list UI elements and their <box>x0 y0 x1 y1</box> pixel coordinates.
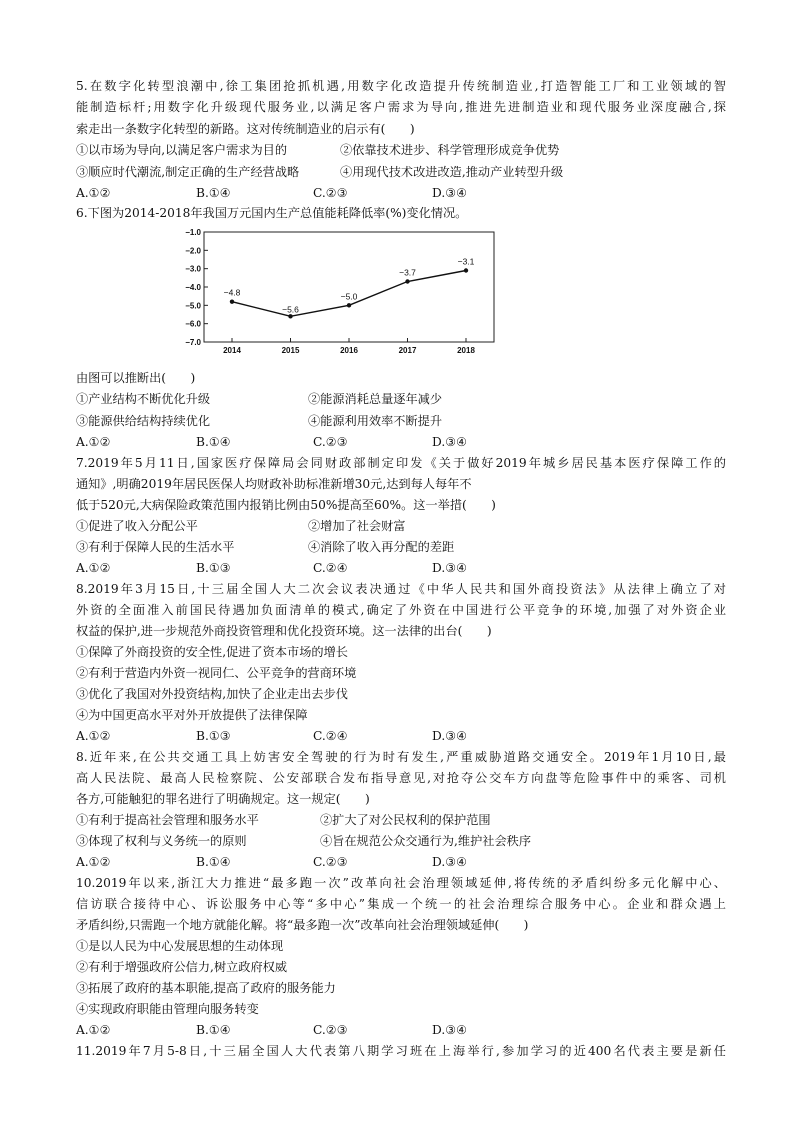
q8b-option-1: ①有利于提高社会管理和服务水平 <box>76 813 259 827</box>
data-point <box>405 279 409 283</box>
q5-choice-c: C.②③ <box>313 186 348 200</box>
q10-choice-d: D.③④ <box>432 1023 468 1037</box>
chart-svg <box>180 226 496 356</box>
q5-line-2: 能制造标杆;用数字化升级现代服务业,以满足客户需求为导向,推进先进制造业和现代服务业深度融合,探 <box>76 100 726 114</box>
q5-choice-d: D.③④ <box>432 186 468 200</box>
data-point <box>347 303 351 307</box>
data-label: −5.6 <box>282 304 299 315</box>
q10-option-1: ①是以人民为中心发展思想的生动体现 <box>76 939 284 953</box>
y-tick-label: −7.0 <box>185 338 201 347</box>
q8a-line-3: 权益的保护,进一步规范外商投资管理和优化投资环境。这一法律的出台( ) <box>76 624 492 638</box>
q5-line-3: 索走出一条数字化转型的新路。这对传统制造业的启示有( ) <box>76 122 415 136</box>
q10-option-3: ③拓展了政府的基本职能,提高了政府的服务能力 <box>76 981 336 995</box>
data-label: −5.0 <box>340 291 358 302</box>
q7-option-4: ④消除了收入再分配的差距 <box>308 540 455 554</box>
data-label: −3.1 <box>457 256 475 267</box>
q10-choice-a: A.①② <box>76 1023 111 1037</box>
y-tick-label: −6.0 <box>185 319 201 329</box>
q8b-choice-c: C.②③ <box>313 855 348 869</box>
q5-option-2: ②依靠技术进步、科学管理形成竞争优势 <box>340 143 560 157</box>
q10-line-1: 10.2019年以来,浙江大力推进“最多跑一次”改革向社会治理领域延伸,将传统的矛盾纠纷多元化解中心、 <box>76 876 726 890</box>
q6-choice-a: A.①② <box>76 435 111 449</box>
q7-choice-b: B.①③ <box>196 561 231 575</box>
y-tick-label: −3.0 <box>185 264 201 274</box>
q6-option-2: ②能源消耗总量逐年减少 <box>308 392 443 406</box>
data-point <box>464 268 468 272</box>
q7-option-2: ②增加了社会财富 <box>308 519 406 533</box>
y-tick-label: −1.0 <box>185 228 201 237</box>
x-tick-label: 2017 <box>398 346 417 355</box>
q6-option-4: ④能源利用效率不断提升 <box>308 414 443 428</box>
q10-option-4: ④实现政府职能由管理向服务转变 <box>76 1002 259 1016</box>
q10-line-2: 信访联合接待中心、诉讼服务中心等“多中心”集成一个统一的社会治理综合服务中心。企业和群众遇上 <box>76 897 726 911</box>
y-axis <box>185 228 208 347</box>
q8a-option-1: ①保障了外商投资的安全性,促进了资本市场的增长 <box>76 645 348 659</box>
q5-choice-a: A.①② <box>76 186 111 200</box>
series <box>224 257 475 319</box>
q11-line-1: 11.2019年7月5-8日,十三届全国人大代表第八期学习班在上海举行,参加学习的近400名代表主要是新任 <box>76 1044 726 1058</box>
x-tick-label: 2016 <box>340 346 358 355</box>
q8a-choice-b: B.①③ <box>196 729 231 743</box>
q5-option-1: ①以市场为导向,以满足客户需求为目的 <box>76 143 288 157</box>
q6-choice-d: D.③④ <box>432 435 468 449</box>
q6-option-1: ①产业结构不断优化升级 <box>76 392 211 406</box>
q8a-option-3: ③优化了我国对外投资结构,加快了企业走出去步伐 <box>76 687 348 701</box>
chart-frame <box>204 232 494 342</box>
q8b-choice-a: A.①② <box>76 855 111 869</box>
q5-option-4: ④用现代技术改进改造,推动产业转型升级 <box>340 165 564 179</box>
q8a-choice-c: C.②④ <box>313 729 348 743</box>
q6-infer: 由图可以推断出( ) <box>76 371 196 385</box>
q10-choice-b: B.①④ <box>196 1023 231 1037</box>
data-point <box>288 314 292 318</box>
x-tick-label: 2014 <box>223 346 241 355</box>
q8a-option-2: ②有利于营造内外资一视同仁、公平竞争的营商环境 <box>76 666 357 680</box>
q8a-line-1: 8.2019年3月15日,十三届全国人大二次会议表决通过《中华人民共和国外商投资法》从法律上确立了对 <box>76 582 726 596</box>
q6-line-1: 6.下图为2014-2018年我国万元国内生产总值能耗降低率(%)变化情况。 <box>76 206 468 220</box>
q8a-choice-a: A.①② <box>76 729 111 743</box>
q6-choice-c: C.②③ <box>313 435 348 449</box>
q5-option-3: ③顺应时代潮流,制定正确的生产经营战略 <box>76 165 300 179</box>
x-axis <box>223 338 475 355</box>
q8b-option-3: ③体现了权利与义务统一的原则 <box>76 834 247 848</box>
q10-line-3: 矛盾纠纷,只需跑一个地方就能化解。将“最多跑一次”改革向社会治理领域延伸( ) <box>76 918 529 932</box>
q7-choice-a: A.①② <box>76 561 111 575</box>
q8b-choice-b: B.①④ <box>196 855 231 869</box>
q10-choice-c: C.②③ <box>313 1023 348 1037</box>
y-tick-label: −2.0 <box>185 246 201 256</box>
y-tick-label: −4.0 <box>185 283 201 292</box>
q8b-choice-d: D.③④ <box>432 855 468 869</box>
q8a-option-4: ④为中国更高水平对外开放提供了法律保障 <box>76 708 308 722</box>
q8b-option-2: ②扩大了对公民权利的保护范围 <box>320 813 491 827</box>
q8a-line-2: 外资的全面准入前国民待遇加负面清单的模式,确定了外资在中国进行公平竞争的环境,加强了对外资企业 <box>76 603 726 617</box>
x-tick-label: 2015 <box>281 346 300 355</box>
q6-option-3: ③能源供给结构持续优化 <box>76 414 211 428</box>
q7-line-2: 通知》,明确2019年居民医保人均财政补助标准新增30元,达到每人每年不 <box>76 477 472 491</box>
q5-choice-b: B.①④ <box>196 186 231 200</box>
q8b-line-1: 8.近年来,在公共交通工具上妨害安全驾驶的行为时有发生,严重威胁道路交通安全。2019年1月10日,最 <box>76 750 726 764</box>
q7-choice-c: C.②④ <box>313 561 348 575</box>
q7-choice-d: D.③④ <box>432 561 468 575</box>
energy-consumption-line-chart <box>180 226 496 356</box>
data-label: −3.7 <box>399 267 416 278</box>
y-tick-label: −5.0 <box>185 301 201 311</box>
q8b-line-3: 各方,可能触犯的罪名进行了明确规定。这一规定( ) <box>76 792 370 806</box>
x-tick-label: 2018 <box>457 346 475 355</box>
q6-choice-b: B.①④ <box>196 435 231 449</box>
data-label: −4.8 <box>223 287 241 298</box>
q7-line-1: 7.2019年5月11日,国家医疗保障局会同财政部制定印发《关于做好2019年城乡居民基本医疗保障工作的 <box>76 456 726 470</box>
q8b-option-4: ④旨在规范公众交通行为,维护社会秩序 <box>320 834 532 848</box>
data-point <box>230 299 234 303</box>
q7-option-3: ③有利于保障人民的生活水平 <box>76 540 235 554</box>
q10-option-2: ②有利于增强政府公信力,树立政府权威 <box>76 960 288 974</box>
q7-line-3: 低于520元,大病保险政策范围内报销比例由50%提高至60%。这一举措( ) <box>76 498 496 512</box>
q5-line-1: 5.在数字化转型浪潮中,徐工集团抢抓机遇,用数字化改造提升传统制造业,打造智能工厂和工业领域的智 <box>76 79 726 93</box>
q7-option-1: ①促进了收入分配公平 <box>76 519 198 533</box>
q8b-line-2: 高人民法院、最高人民检察院、公安部联合发布指导意见,对抢夺公交车方向盘等危险事件中的乘客、司机 <box>76 771 726 785</box>
q8a-choice-d: D.③④ <box>432 729 468 743</box>
